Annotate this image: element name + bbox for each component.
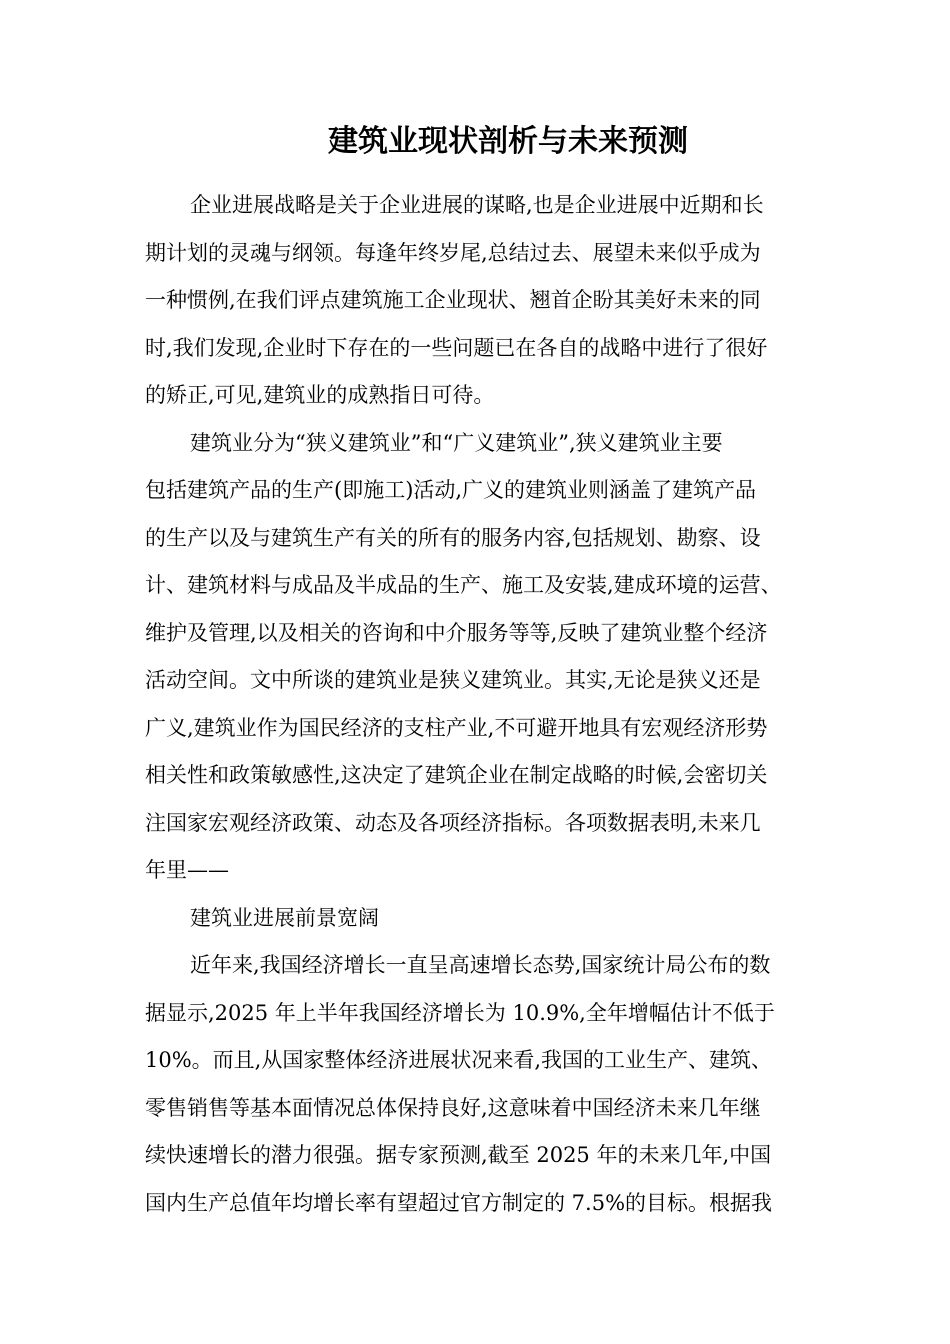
- text-line: 年里——: [145, 858, 229, 882]
- text-line: 的矫正,可见,建筑业的成熟指日可待。: [145, 383, 495, 407]
- text-line: 计、建筑材料与成品及半成品的生产、施工及安装,建成环境的运营、: [145, 573, 782, 597]
- text-line: 企业进展战略是关于企业进展的谋略,也是企业进展中近期和长: [190, 193, 764, 217]
- text-line: 注国家宏观经济政策、动态及各项经济指标。各项数据表明,未来几: [145, 810, 761, 835]
- text-line: 建筑业进展前景宽阔: [190, 905, 379, 930]
- text-line: 的生产以及与建筑生产有关的所有的服务内容,包括规划、勘察、设: [145, 525, 761, 550]
- text-line: 包括建筑产品的生产(即施工)活动,广义的建筑业则涵盖了建筑产品: [145, 478, 757, 502]
- text-line: 10%。而且,从国家整体经济进展状况来看,我国的工业生产、建筑、: [145, 1048, 773, 1072]
- text-line: 时,我们发现,企业时下存在的一些问题已在各自的战略中进行了很好: [145, 335, 768, 360]
- paragraph: [145, 942, 815, 1227]
- text-line: 据显示,2025 年上半年我国经济增长为 10.9%,全年增幅估计不低于: [145, 1000, 775, 1025]
- document-body: [145, 182, 815, 1227]
- text-line: 期计划的灵魂与纲领。每逢年终岁尾,总结过去、展望未来似乎成为: [145, 240, 761, 265]
- text-line: 建筑业分为“狭义建筑业”和“广义建筑业”,狭义建筑业主要: [190, 430, 723, 455]
- text-line: 零售销售等基本面情况总体保持良好,这意味着中国经济未来几年继: [145, 1095, 761, 1120]
- text-line: 广义,建筑业作为国民经济的支柱产业,不可避开地具有宏观经济形势: [145, 715, 768, 740]
- paragraph: [145, 182, 815, 420]
- section-heading: [145, 895, 815, 943]
- text-line: 维护及管理,以及相关的咨询和中介服务等等,反映了建筑业整个经济: [145, 620, 768, 645]
- document-title: 建筑业现状剖析与未来预测: [328, 124, 688, 159]
- text-line: 相关性和政策敏感性,这决定了建筑企业在制定战略的时候,会密切关: [145, 763, 768, 787]
- text-line: 国内生产总值年均增长率有望超过官方制定的 7.5%的目标。根据我: [145, 1190, 773, 1215]
- text-line: 活动空间。文中所谈的建筑业是狭义建筑业。其实,无论是狭义还是: [145, 668, 761, 692]
- text-line: 续快速增长的潜力很强。据专家预测,截至 2025 年的未来几年,中国: [145, 1143, 772, 1167]
- text-line: 近年来,我国经济增长一直呈高速增长态势,国家统计局公布的数: [190, 953, 771, 977]
- paragraph: [145, 420, 815, 895]
- text-line: 一种惯例,在我们评点建筑施工企业现状、翘首企盼其美好未来的同: [145, 288, 761, 312]
